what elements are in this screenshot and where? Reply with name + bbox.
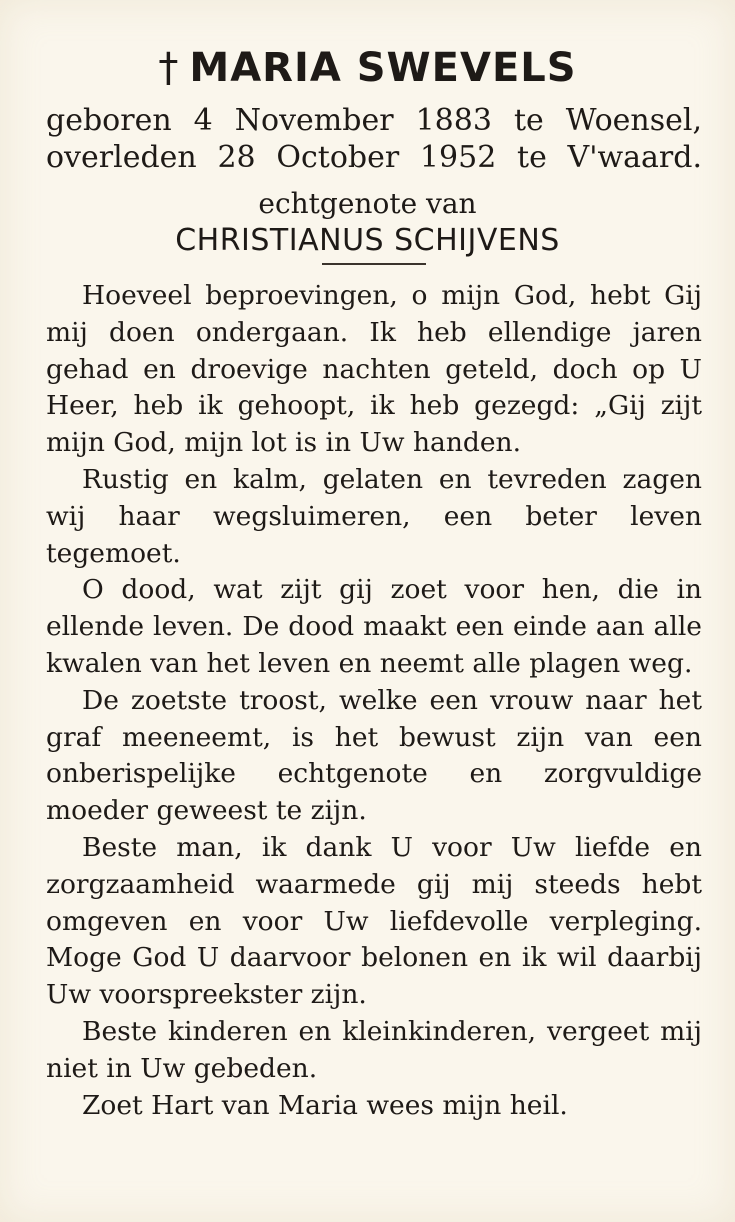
paragraph: De zoetste troost, welke een vrouw naar het graf meeneemt, is het bewust zijn van een onberispelijke echtgenote en zorgvuldige moeder geweest te zijn. bbox=[46, 684, 702, 827]
paragraph: Hoeveel beproevingen, o mijn God, hebt Gij mij doen ondergaan. Ik heb ellendige jaren gehad en droevige nachten geteld, doch op U Heer, heb ik gehoopt, ik heb gezegd: „Gij zijt mijn God, mijn lot is in Uw handen. bbox=[46, 280, 702, 459]
paragraph: Beste kinderen en kleinkinderen, vergeet mij niet in Uw gebeden. bbox=[46, 1015, 702, 1084]
spouse-name: CHRISTIANUS SCHIJVENS bbox=[175, 223, 560, 258]
deceased-name-heading bbox=[0, 40, 735, 96]
prayer-text bbox=[46, 278, 702, 1124]
deceased-name: MARIA SWEVELS bbox=[189, 45, 577, 91]
paragraph: O dood, wat zijt gij zoet voor hen, die in ellende leven. De dood maakt een einde aan alle kwalen van het leven en neemt alle plagen weg. bbox=[46, 574, 702, 679]
spouse-label: echtgenote van bbox=[258, 187, 477, 220]
paragraph: Zoet Hart van Maria wees mijn heil. bbox=[82, 1089, 568, 1121]
cross-icon: † bbox=[158, 45, 180, 91]
divider-line bbox=[322, 263, 426, 265]
death-line: overleden 28 October 1952 te V'waard. bbox=[46, 140, 702, 175]
paragraph: Beste man, ik dank U voor Uw liefde en zorgzaamheid waarmede gij mij steeds hebt omgeven en voor Uw liefdevolle verpleging. Moge God U daarvoor belonen en ik wil daarbij Uw voorspreekster zijn. bbox=[46, 831, 702, 1011]
birth-line: geboren 4 November 1883 te Woensel, bbox=[46, 103, 702, 138]
paragraph: Rustig en kalm, gelaten en tevreden zagen wij haar wegsluimeren, een beter leven tegemoet. bbox=[46, 463, 702, 569]
